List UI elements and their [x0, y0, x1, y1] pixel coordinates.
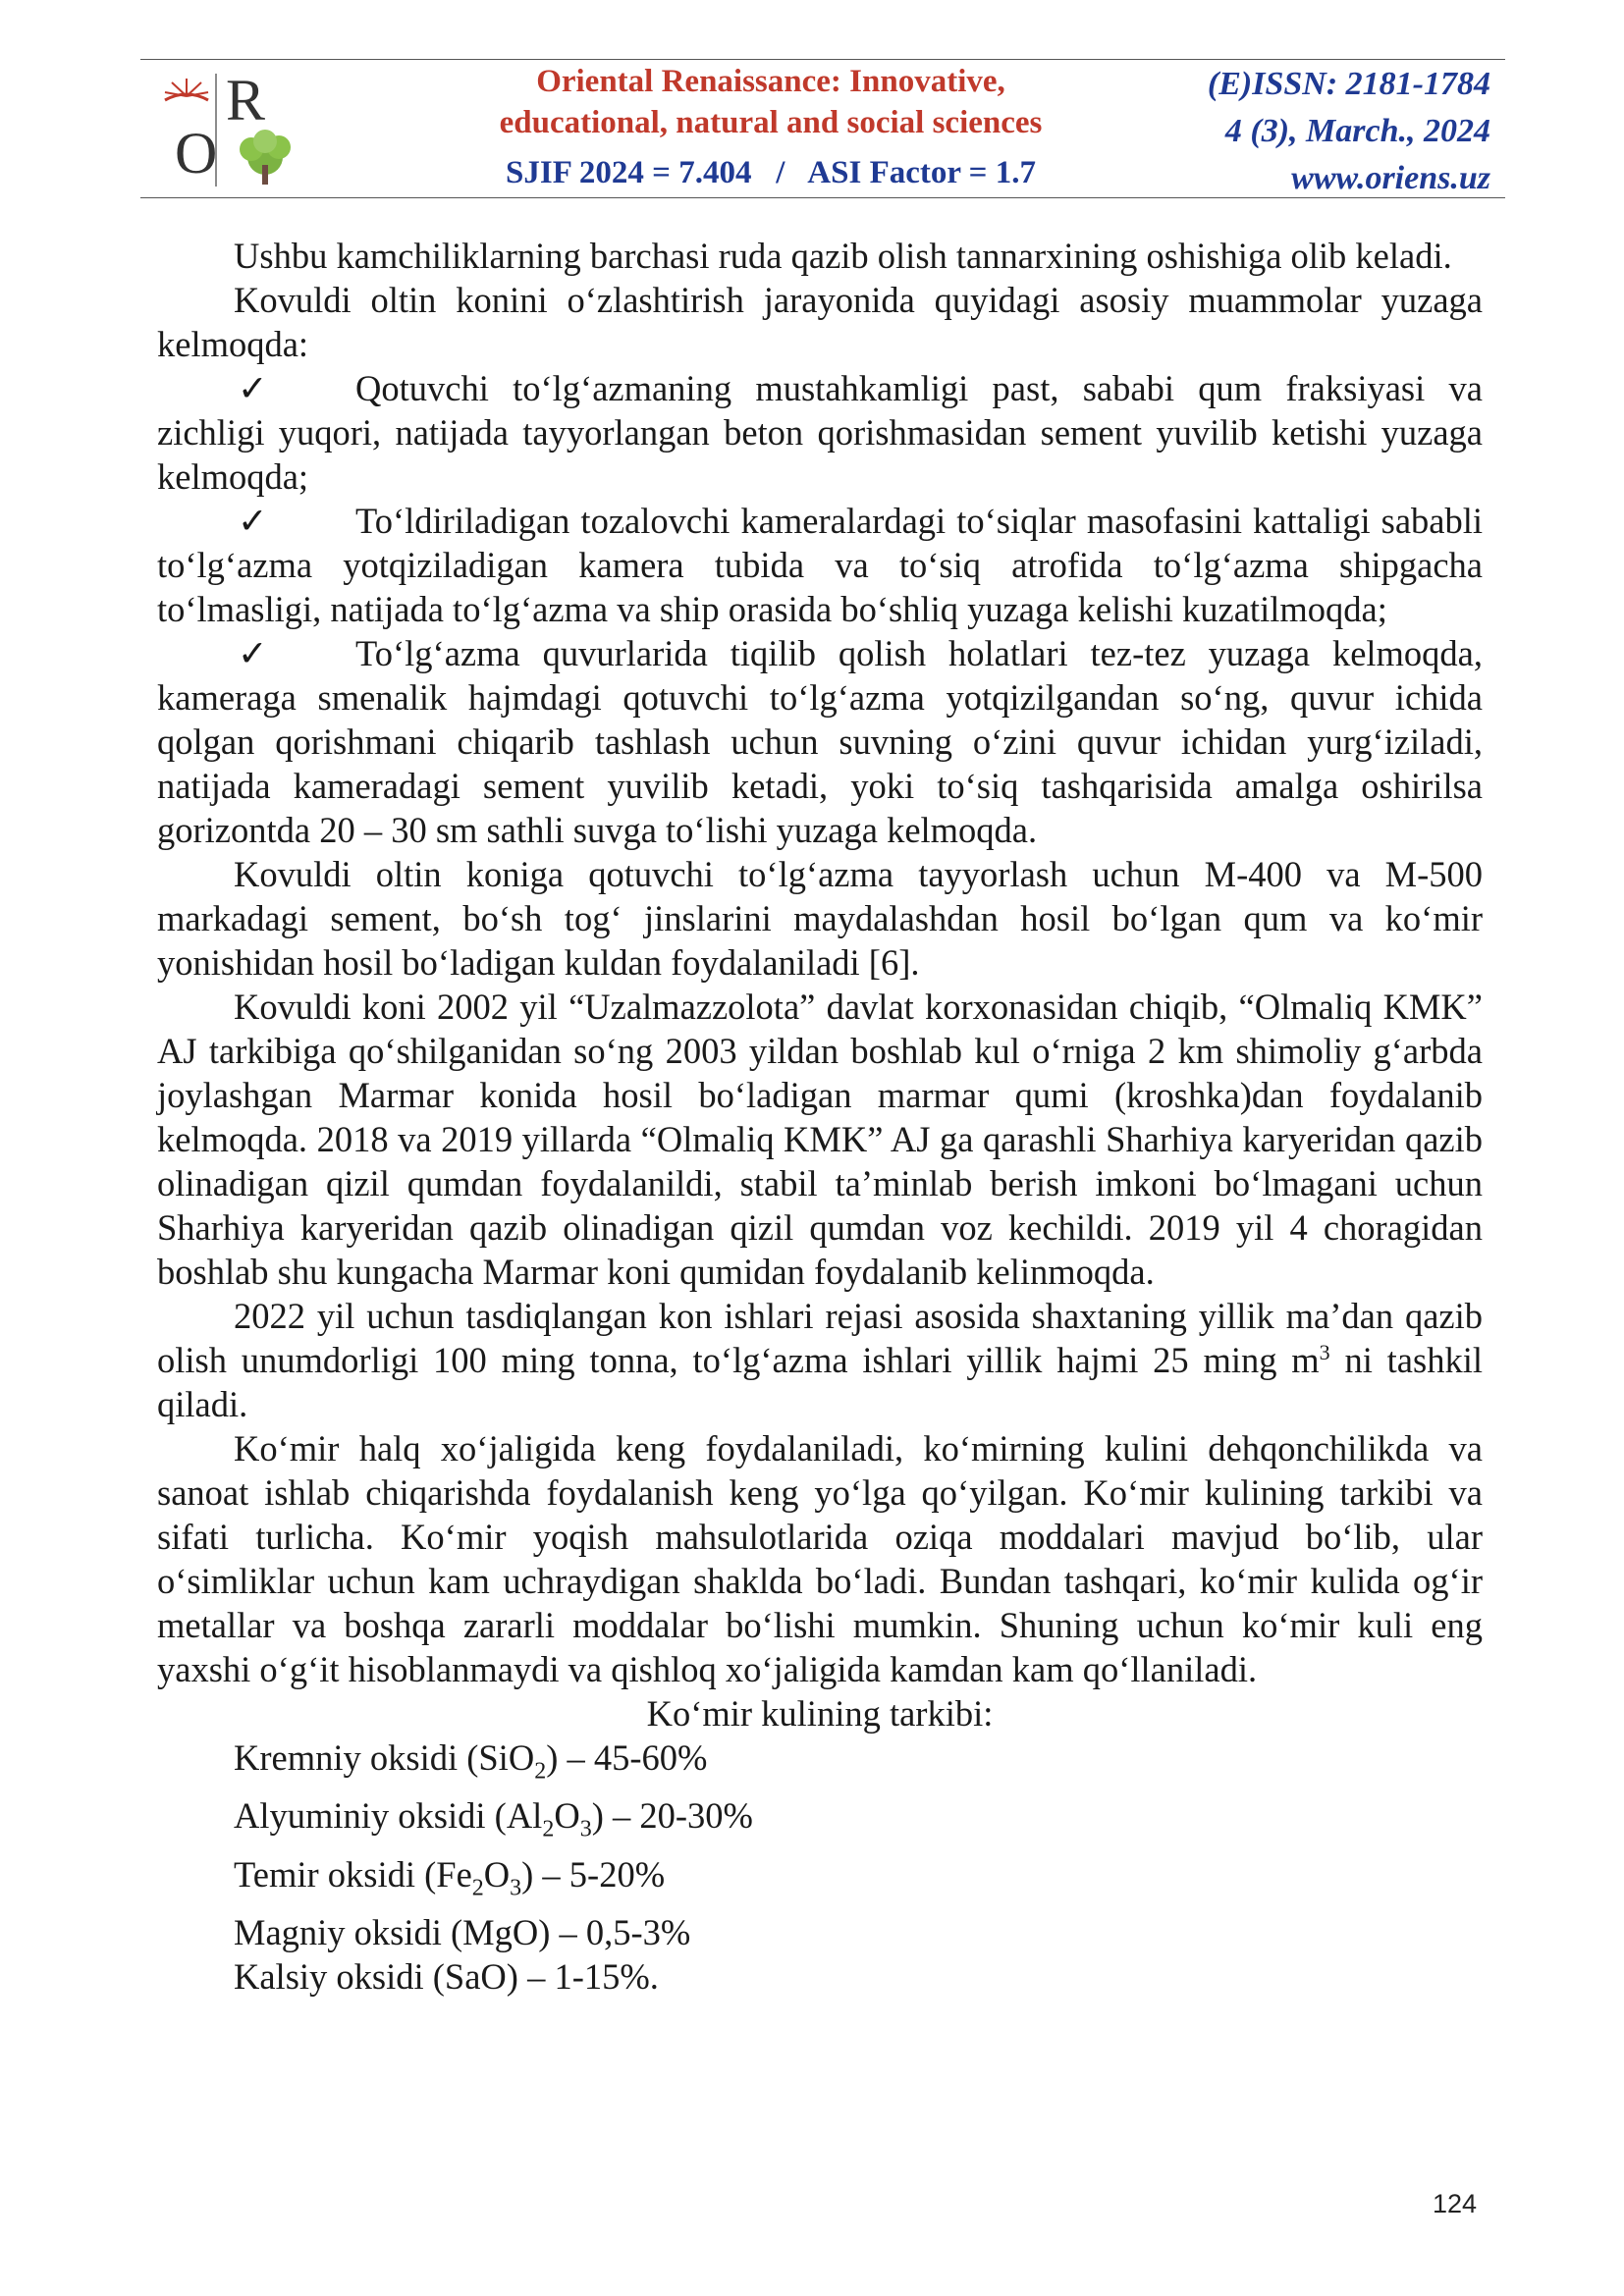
check-icon: ✓: [238, 368, 268, 408]
logo-letter-o: O: [175, 121, 218, 186]
paragraph: Koʻmir halq xoʻjaligida keng foydalaniladi, koʻmirning kulini dehqonchilikda va sanoat ishlab chiqarishda foydalanish keng yoʻlga qoʻyilgan. Koʻmir kulining tarkibi va sifati turlicha. Koʻmir yoqish mahsulotlarida oziqa moddalari mavjud boʻlib, ular oʻsimliklar uchun kam uchraydigan shaklda boʻladi. Bundan tashqari, koʻmir kulida ogʻir metallar va boshqa zararli moddalar boʻlishi mumkin. Shuning uchun koʻmir kuli eng yaxshi oʻgʻit hisoblanmaydi va qishloq xoʻjaligida kamdan kam qoʻllaniladi.: [157, 1428, 1483, 1689]
check-icon: ✓: [238, 501, 268, 541]
composition-title: Koʻmir kulining tarkibi:: [646, 1693, 994, 1734]
paragraph: Kovuldi oltin koniga qotuvchi toʻlgʻazma tayyorlash uchun M-400 va M-500 markadagi sement, boʻsh togʻ jinslarini maydalashdan hosil boʻlgan qum va koʻmir yonishidan hosil boʻladigan kuldan foydalaniladi [6].: [157, 854, 1483, 983]
journal-logo: [157, 69, 304, 191]
bullet-text: Qotuvchi toʻlgʻazmaning mustahkamligi past, sababi qum fraksiyasi va zichligi yuqori, natijada tayyorlangan beton qorishmasidan sement yuvilib ketishi yuzaga kelmoqda;: [157, 368, 1483, 497]
bullet-text: Toʻldiriladigan tozalovchi kameralardagi toʻsiqlar masofasini kattaligi sababli toʻlgʻazma yotqiziladigan kamera tubida va toʻsiq atrofida toʻlgʻazma shipgacha toʻlmasligi, natijada toʻlgʻazma va ship orasida boʻshliq yuzaga kelishi kuzatilmoqda;: [157, 501, 1483, 629]
header-bottom-rule: [140, 197, 1505, 198]
journal-title-line1: Oriental Renaissance: Innovative,: [536, 64, 1005, 99]
superscript: 3: [1319, 1339, 1330, 1364]
journal-title: [432, 61, 1110, 143]
logo-letter-r: R: [226, 68, 266, 133]
article-body: [157, 234, 1483, 1999]
header-top-rule: [140, 59, 1505, 60]
issue-info: [1208, 61, 1490, 202]
composition-item: Temir oksidi $(Fe_2O_3) - 5-20\%$: [234, 1853, 666, 1900]
issue-number: 4 (3), March., 2024: [1224, 113, 1490, 149]
paragraph: Kovuldi koni 2002 yil “Uzalmazzolota” davlat korxonasidan chiqib, “Olmaliq KMK” AJ tarkibiga qoʻshilganidan soʻng 2003 yildan boshlab kul oʻrniga 2 km shimoliy gʻarbda joylashgan Marmar konida hosil boʻladigan marmar qumi (kroshka)dan foydalanib kelmoqda. 2018 va 2019 yillarda “Olmaliq KMK” AJ ga qarashli Sharhiya karyeridan qazib olinadigan qizil qumdan foydalanildi, stabil ta’minlab berish imkoni boʻlmagani uchun Sharhiya karyeridan qazib olinadigan qizil qumdan voz kechildi. 2019 yil 4 choragidan boshlab shu kungacha Marmar koni qumidan foydalanib kelinmoqda.: [157, 987, 1483, 1292]
composition-item: Kalsiy oksidi (SaO) – 1-15%.: [234, 1955, 659, 1997]
website-link[interactable]: www.oriens.uz: [1291, 160, 1490, 196]
bullet-item: [157, 631, 1483, 852]
page-number: 124: [1432, 2189, 1477, 2218]
composition-list: [157, 1735, 1483, 1999]
composition-item: Magniy oksidi (MgO) – 0,5-3%: [234, 1911, 691, 1952]
paragraph: Ushbu kamchiliklarning barchasi ruda qazib olish tannarxining oshishiga olib keladi.: [234, 236, 1452, 276]
composition-item: Kremniy oksidi (SiO$_2$) – 45-60%: [234, 1737, 708, 1785]
composition-item: Alyuminiy oksidi $(Al_2O_3) - 20-30\%$: [234, 1795, 753, 1842]
paragraph: [157, 1294, 1483, 1426]
paragraph-text: 2022 yil uchun tasdiqlangan kon ishlari rejasi asosida shaxtaning yillik ma’dan qazib olish unumdorligi 100 ming tonna, toʻlgʻazma ishlari yillik hajmi 25 ming m: [157, 1296, 1483, 1380]
tree-icon: [240, 130, 291, 185]
bullet-text: Toʻlgʻazma quvurlarida tiqilib qolish holatlari tez-tez yuzaga kelmoqda, kameraga smenalik hajmdagi qotuvchi toʻlgʻazma yotqizilgandan soʻng, quvur ichida qolgan qorishmani chiqarib tashlash uchun suvning oʻzini quvur ichidan yurgʻiziladi, natijada kameradagi sement yuvilib ketadi, yoki toʻsiq tashqarisida amalga oshirilsa gorizontda 20 – 30 sm sathli suvga toʻlishi yuzaga kelmoqda.: [157, 633, 1483, 850]
paragraph: Kovuldi oltin konini oʻzlashtirish jarayonida quyidagi asosiy muammolar yuzaga kelmoqda:: [157, 280, 1483, 364]
issn: (E)ISSN: 2181-1784: [1207, 66, 1490, 102]
impact-factors: SJIF 2024 = 7.404 / ASI Factor = 1.7: [506, 155, 1036, 190]
journal-title-line2: educational, natural and social sciences: [499, 105, 1043, 140]
bullet-item: [157, 499, 1483, 631]
bullet-item: [157, 366, 1483, 499]
paragraph-text-end: ni tashkil qiladi.: [157, 1340, 1483, 1424]
check-icon: ✓: [238, 633, 268, 673]
